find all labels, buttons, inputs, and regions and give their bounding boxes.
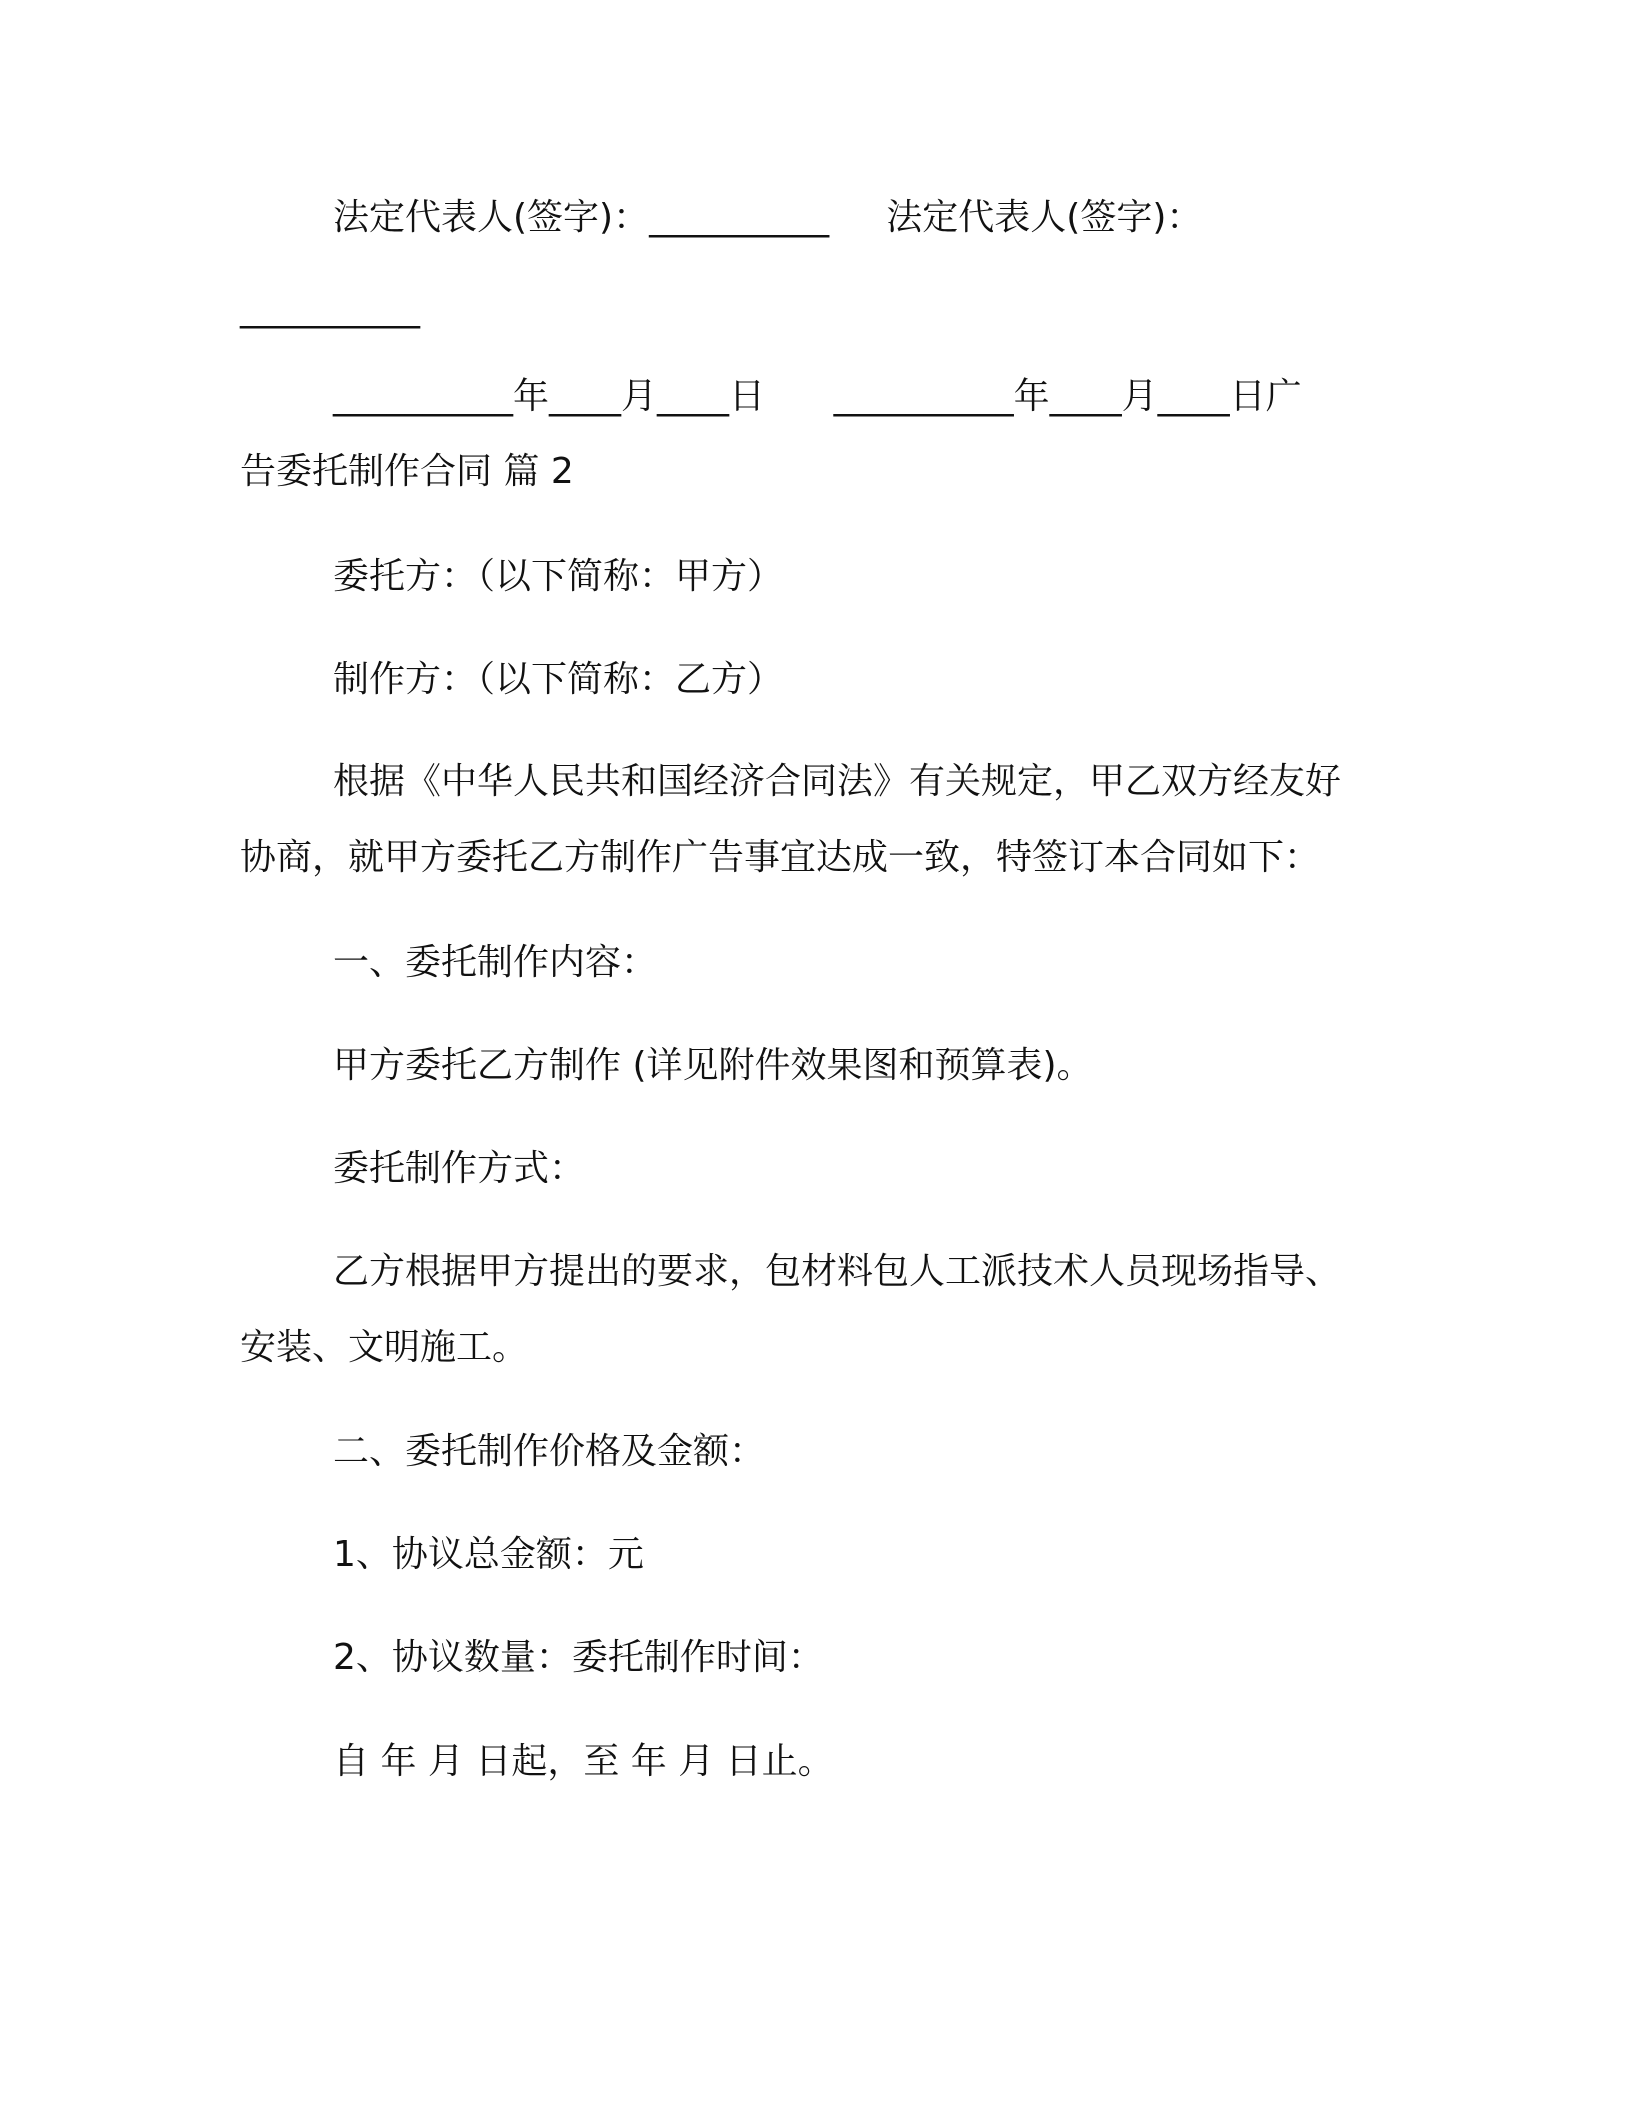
signature-line: 法定代表人(签字)：__________ 法定代表人(签字)：: [333, 197, 1203, 238]
contract-title: 告委托制作合同 篇 2: [240, 451, 574, 492]
list-item: 2、协议数量：委托制作时间：: [333, 1637, 824, 1678]
signature-blank-line: __________: [240, 288, 420, 329]
date-line: __________年____月____日 __________年____月____日广: [333, 376, 1302, 417]
section-1-body: 甲方委托乙方制作 (详见附件效果图和预算表)。: [333, 1045, 1093, 1086]
method-heading: 委托制作方式：: [333, 1148, 586, 1189]
method-body-line-2: 安装、文明施工。: [240, 1327, 529, 1368]
party-b-line: 制作方：（以下简称：乙方）: [333, 659, 784, 700]
section-2-heading: 二、委托制作价格及金额：: [333, 1431, 766, 1472]
party-a-line: 委托方：（以下简称：甲方）: [333, 556, 784, 597]
intro-paragraph-line-2: 协商，就甲方委托乙方制作广告事宜达成一致，特签订本合同如下：: [240, 837, 1321, 878]
intro-paragraph-line-1: 根据《中华人民共和国经济合同法》有关规定，甲乙双方经友好: [333, 761, 1342, 802]
list-item: 1、协议总金额：元: [333, 1534, 644, 1575]
section-1-heading: 一、委托制作内容：: [333, 942, 658, 983]
period-line: 自 年 月 日起，至 年 月 日止。: [333, 1741, 834, 1782]
method-body-line-1: 乙方根据甲方提出的要求，包材料包人工派技术人员现场指导、: [333, 1251, 1342, 1292]
